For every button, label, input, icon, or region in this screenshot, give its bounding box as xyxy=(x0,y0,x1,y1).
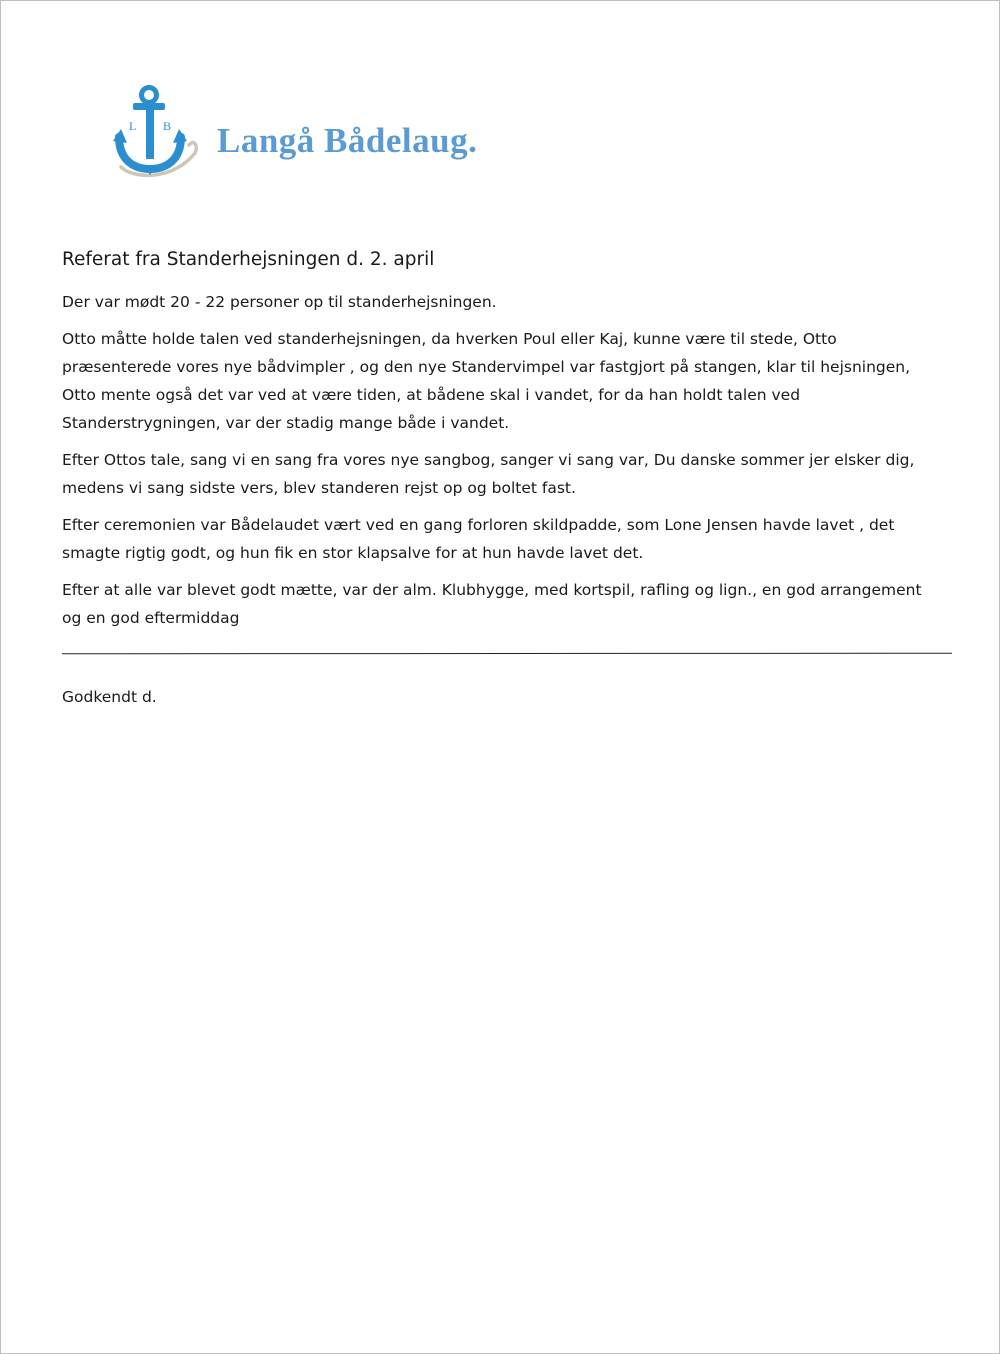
paragraph-speech: Otto måtte holde talen ved standerhejsningen, da hverken Poul eller Kaj, kunne være til stede, Otto præsenterede vores nye bådvimpler , og den nye Standervimpel var fastgjort på stangen, klar til hejsningen, Otto mente også det var ved at være tiden, at bådene skal i vandet, for da han holdt talen ved Standerstrygningen, var der stadig mange både i vandet. xyxy=(62,330,911,432)
paragraph-closing: Efter at alle var blevet godt mætte, var der alm. Klubhygge, med kortspil, rafling og lign., en god arrangement og en god eftermiddag xyxy=(62,581,922,627)
document-body xyxy=(62,245,932,641)
approval-label: Godkendt d. xyxy=(62,688,157,706)
paragraph-attendance: Der var mødt 20 - 22 personer op til standerhejsningen. xyxy=(62,293,497,311)
anchor-icon xyxy=(113,85,199,181)
brand-name: Langå Bådelaug. xyxy=(217,121,478,160)
logo-letter-l: L xyxy=(129,119,137,133)
logo-letter-b: B xyxy=(163,119,172,133)
paragraph-song: Efter Ottos tale, sang vi en sang fra vores nye sangbog, sanger vi sang var, Du danske sommer jer elsker dig, medens vi sang sidste vers, blev standeren rejst op og boltet fast. xyxy=(62,451,915,497)
paragraph-ceremony: Efter ceremonien var Bådelaudet vært ved en gang forloren skildpadde, som Lone Jensen havde lavet , det smagte rigtig godt, og hun fik en stor klapsalve for at hun havde lavet det. xyxy=(62,516,895,562)
page-title: Referat fra Standerhejsningen d. 2. april xyxy=(62,249,435,270)
divider xyxy=(62,653,952,654)
